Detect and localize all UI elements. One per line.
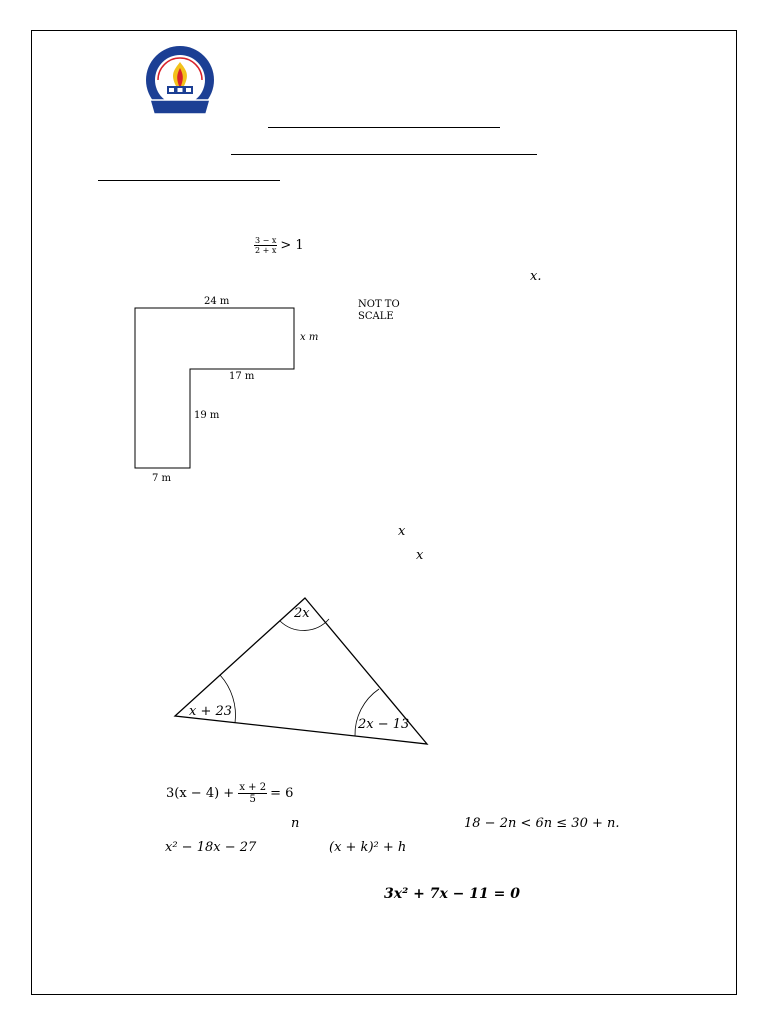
l-shape-top-label: 24 m [204,296,230,307]
triangle-top-angle: 2x [294,606,310,621]
equation-numerator: x + 2 [239,782,267,793]
school-logo [140,44,220,122]
l-shape-inner-label: 19 m [194,410,220,421]
section-underline [98,180,280,181]
inequality-rhs: > 1 [280,238,304,253]
l-shape-bottom-label: 7 m [152,473,172,484]
not-to-scale-line1: NOT TO [358,299,400,310]
variable-x-1: x [398,524,406,539]
inequality-expression [254,236,304,255]
equation-denominator: 5 [249,794,256,805]
l-shape-step-label: 17 m [229,371,255,382]
equation-fraction [238,782,267,805]
variable-x: x. [530,269,542,284]
compound-inequality: 18 − 2n < 6n ≤ 30 + n. [464,816,620,831]
quadratic-equation: 3x² + 7x − 11 = 0 [384,886,520,902]
subtitle-underline [231,154,537,155]
fraction-numerator: 3 − x [255,236,277,245]
triangle-right-angle: 2x − 13 [358,717,410,732]
l-shape-diagram [130,296,430,486]
title-underline [268,127,500,128]
inequality-variable [530,269,541,284]
variable-n: n [291,816,300,831]
inequality-fraction [254,236,277,255]
variable-x-2: x [416,548,424,563]
equation-right: = 6 [270,786,294,801]
fraction-denominator: 2 + x [255,246,277,255]
linear-equation [166,782,293,805]
l-shape-figure [130,296,430,486]
l-shape-right-label: x m [300,332,319,343]
not-to-scale-line2: SCALE [358,311,394,322]
completed-square-form: (x + k)² + h [329,840,407,855]
equation-left: 3(x − 4) + [166,786,235,801]
school-crest-icon [140,44,220,122]
quadratic-expression: x² − 18x − 27 [165,840,257,855]
triangle-left-angle: x + 23 [189,704,233,719]
